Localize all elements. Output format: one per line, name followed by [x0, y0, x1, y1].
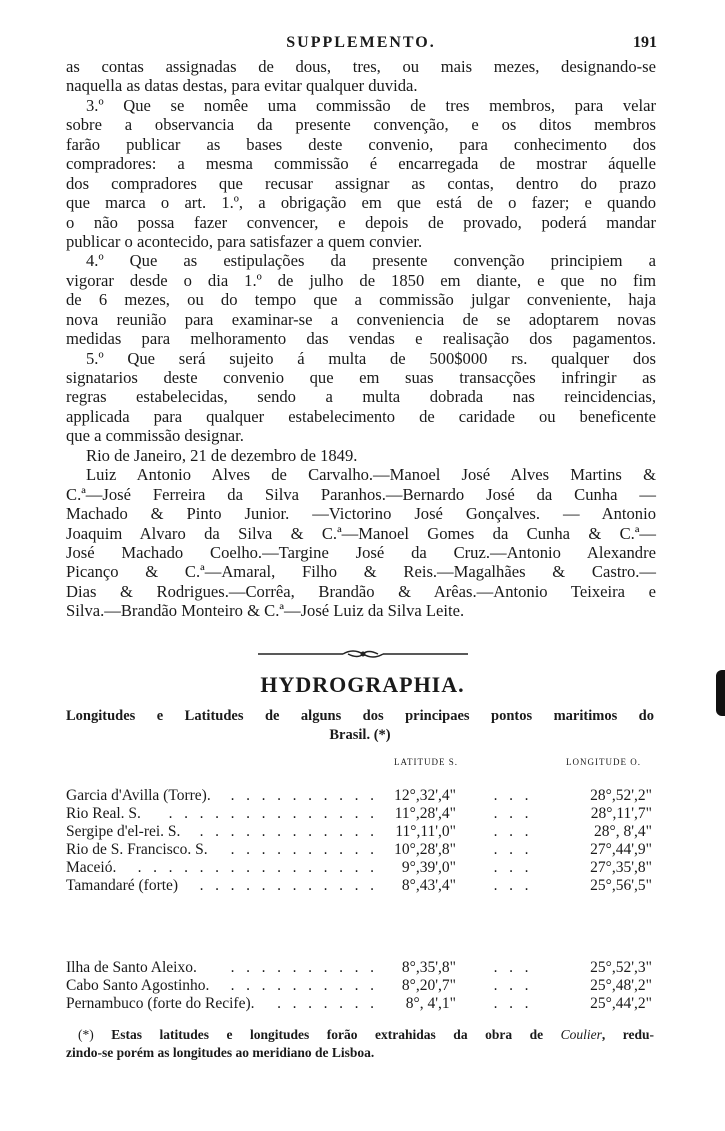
subtitle-line: Longitudes e Latitudes de alguns dos principaes pontos maritimos do [66, 708, 654, 724]
text-line: medidas para melhoramento das vendas e realisação dos pagamentos. [66, 329, 656, 349]
subtitle-line: Brasil. (*) [329, 727, 391, 743]
footnote [66, 1026, 654, 1062]
place-name: Garcia d'Avilla (Torre). [66, 787, 211, 804]
latitude-value: 11°,28',4" [394, 805, 456, 822]
dot-leader: . . . . . . . . . . [230, 787, 374, 804]
text-line: sobre a observancia da presente convenção, e os ditos membros [66, 115, 656, 135]
text-line: Rio de Janeiro, 21 de dezembro de 1849. [86, 445, 358, 465]
table-row [66, 859, 656, 877]
dot-leader: . . . [493, 959, 529, 976]
text-line: José Machado Coelho.—Targine José da Cruz.—Antonio Alexandre [66, 542, 656, 562]
text-line: 5.º Que será sujeito á multa de 500$000 rs. qualquer dos [86, 348, 656, 368]
table-row [66, 877, 656, 895]
longitude-value: 27°,35',8" [590, 859, 652, 876]
footnote-author: Coulier [560, 1027, 602, 1042]
table-row [66, 823, 656, 841]
text-line: vigorar desde o dia 1.º de julho de 1850 em diante, e que no fim [66, 270, 656, 290]
latitude-value: 9°,39',0" [401, 859, 456, 876]
dot-leader: . . . [493, 977, 529, 994]
dot-leader: . . . [493, 787, 529, 804]
longitude-value: 28°,11',7" [590, 805, 652, 822]
place-name: Tamandaré (forte) [66, 877, 179, 894]
latitude-value: 8°,35',8" [401, 959, 456, 976]
page-number: 191 [633, 34, 657, 51]
text-line: Dias & Rodrigues.—Corrêa, Brandão & Arêas.—Antonio Teixeira e [66, 581, 656, 601]
dot-leader: . . . . . . . . . . . . [199, 877, 374, 894]
dot-leader: . . . . . . . . . . . . [199, 823, 374, 840]
dot-leader: . . . . . . . . . . [230, 841, 374, 858]
table-row [66, 977, 656, 995]
place-name: Maceió. [66, 859, 117, 876]
text-line: que marca o art. 1.º, a obrigação em que está de o fazer; e quando [66, 193, 656, 213]
longitude-value: 25°,44',2" [590, 995, 652, 1012]
latitude-value: 8°,20',7" [401, 977, 456, 994]
text-line: C.ª—José Ferreira da Silva Paranhos.—Bernardo José da Cunha — [66, 484, 656, 504]
column-header-latitude: LATITUDE S. [394, 757, 458, 767]
body-text [66, 57, 656, 621]
table-row [66, 841, 656, 859]
dot-leader: . . . . . . . [277, 995, 374, 1012]
dot-leader: . . . [493, 877, 529, 894]
text-line: Joaquim Alvaro da Silva & C.ª—Manoel Gomes da Cunha & C.ª— [66, 523, 656, 543]
dot-leader: . . . [493, 995, 529, 1012]
scan-edge-mark [716, 670, 725, 716]
place-name: Rio de S. Francisco. S. [66, 841, 208, 858]
latitude-value: 12°,32',4" [394, 787, 456, 804]
latitude-value: 8°, 4',1" [405, 995, 456, 1012]
latitude-value: 8°,43',4" [401, 877, 456, 894]
text-line: publicar o acontecido, para satisfazer a quem convier. [66, 231, 423, 251]
text-line: regras estabelecidas, sendo a multa dobrada nas reincidencias, [66, 387, 656, 407]
running-header [65, 34, 657, 56]
table-row [66, 959, 656, 977]
place-name: Rio Real. S. [66, 805, 141, 822]
section-subtitle [66, 707, 654, 745]
text-line: dos compradores que recusar assignar as contas, dentro do prazo [66, 173, 656, 193]
place-name: Cabo Santo Agostinho. [66, 977, 210, 994]
footnote-text: , redu- [601, 1027, 654, 1042]
longitude-value: 25°,48',2" [590, 977, 652, 994]
dot-leader: . . . . . . . . . . [230, 959, 374, 976]
text-line: naquella as datas destas, para evitar qualquer duvida. [66, 76, 418, 96]
running-title: SUPPLEMENTO. [286, 34, 436, 51]
latitude-value: 10°,28',8" [394, 841, 456, 858]
dot-leader: . . . . . . . . . . [230, 977, 374, 994]
text-line: farão publicar as bases deste convenio, para conhecimento dos [66, 134, 656, 154]
place-name: Ilha de Santo Aleixo. [66, 959, 197, 976]
text-line: de 6 mezes, ou do tempo que a commissão julgar conveniente, haja [66, 290, 656, 310]
text-line: Picanço & C.ª—Amaral, Filho & Reis.—Magalhães & Castro.— [66, 562, 656, 582]
footnote-line [66, 1026, 654, 1044]
text-line: que a commissão designar. [66, 426, 244, 446]
text-line: o não possa fazer convencer, e depois de provado, poderá mandar [66, 212, 656, 232]
footnote-line: zindo-se porém as longitudes ao meridiano de Lisboa. [66, 1045, 375, 1060]
column-header-longitude: LONGITUDE O. [566, 757, 641, 767]
coordinates-table-group-2 [66, 959, 656, 1013]
longitude-value: 28°,52',2" [590, 787, 652, 804]
dot-leader: . . . [493, 805, 529, 822]
text-line: signatarios deste convenio que em suas transacções infringir as [66, 368, 656, 387]
table-row [66, 787, 656, 805]
dot-leader: . . . [493, 823, 529, 840]
place-name: Sergipe d'el-rei. S. [66, 823, 181, 840]
latitude-value: 11°,11',0" [395, 823, 456, 840]
text-line: nova reunião para examinar-se a conveniencia de se adoptarem novas [66, 309, 656, 329]
table-row [66, 995, 656, 1013]
text-line: 4.º Que as estipulações da presente convenção principiem a [86, 251, 656, 271]
longitude-value: 25°,56',5" [590, 877, 652, 894]
text-line: compradores: a mesma commissão é encarregada de mostrar áquelle [66, 154, 656, 174]
dot-leader: . . . . . . . . . . . . . . . . [137, 859, 374, 876]
footnote-marker: (*) [78, 1027, 94, 1042]
text-line: Luiz Antonio Alves de Carvalho.—Manoel José Alves Martins & [86, 465, 656, 485]
dot-leader: . . . [493, 841, 529, 858]
longitude-value: 28°, 8',4" [594, 823, 652, 840]
coordinates-table-group-1 [66, 787, 656, 895]
ornament-divider-icon [258, 647, 468, 661]
text-line: as contas assignadas de dous, tres, ou mais mezes, designando-se [66, 57, 656, 76]
text-line: Silva.—Brandão Monteiro & C.ª—José Luiz da Silva Leite. [66, 601, 465, 621]
longitude-value: 27°,44',9" [590, 841, 652, 858]
text-line: 3.º Que se nomêe uma commissão de tres membros, para velar [86, 95, 656, 115]
section-title: HYDROGRAPHIA. [260, 672, 465, 697]
footnote-text: Estas latitudes e longitudes forão extrahidas da obra de [111, 1027, 544, 1042]
text-line: Machado & Pinto Junior. —Victorino José Gonçalves. — Antonio [66, 504, 656, 524]
dot-leader: . . . . . . . . . . . . . . [168, 805, 374, 822]
longitude-value: 25°,52',3" [590, 959, 652, 976]
dot-leader: . . . [493, 859, 529, 876]
place-name: Pernambuco (forte do Recife). [66, 995, 255, 1012]
text-line: applicada para qualquer estabelecimento de caridade ou beneficente [66, 406, 656, 426]
table-row [66, 805, 656, 823]
